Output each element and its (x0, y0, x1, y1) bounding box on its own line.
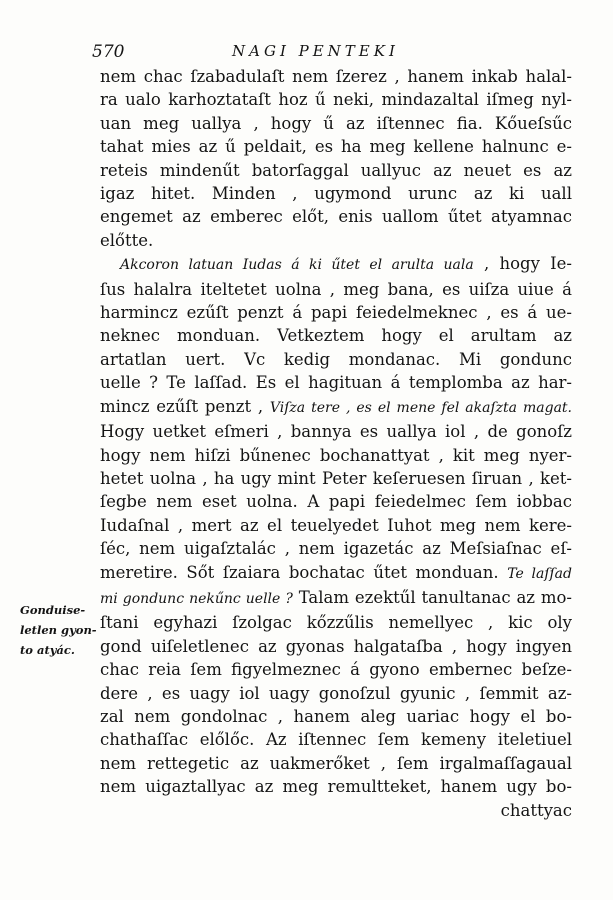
running-head: NAGI PENTEKI (232, 42, 399, 60)
text-line (100, 537, 572, 560)
italic-quote: Akcoron latuan Iudas á ki űtet el arulta uala (120, 257, 474, 274)
body-text (100, 65, 572, 822)
text-run: , hogy Ie- (473, 254, 572, 274)
text-run: hogy nem hiſzi bűnenec bochanattyat , kit meg nyer- (100, 445, 572, 465)
margin-note-line: to atyác. (20, 643, 75, 657)
text-run: harmincz ezűſt penzt á papi feiedelmeknec , es á ue- (100, 303, 572, 323)
text-run: chathaſſac előlőc. Az iſtennec ſem kemeny iteletiuel (100, 730, 572, 750)
text-line (100, 467, 572, 490)
text-line (100, 182, 572, 205)
italic-quote: Viſza tere , es el mene fel akaſzta magat. (269, 399, 572, 416)
text-run: Talam ezektűl tanultanac az mo- (292, 587, 572, 607)
text-run: ſus halalra iteltetet uolna , meg bana, es uiſza uiue á (100, 279, 572, 299)
text-line (100, 514, 572, 537)
text-run: uan meg uallya , hogy ű az iſtennec fia. Kőueſsűc (100, 113, 572, 133)
text-line (100, 658, 572, 681)
text-run: előtte. (100, 230, 154, 250)
text-run: chattyac (500, 800, 572, 820)
text-line (100, 278, 572, 301)
text-line (100, 252, 572, 277)
text-run: neknec monduan. Vetkeztem hogy el arultam az (100, 326, 572, 346)
text-line (100, 561, 572, 586)
text-run: gond uiſeletlenec az gyonas halgataſba , hogy ingyen (100, 636, 572, 656)
text-run: ſéc, nem uigaſztalác , nem igazetác az Meſsiaſnac eſ- (100, 539, 572, 559)
text-line (100, 420, 572, 443)
text-line (100, 490, 572, 513)
text-line (100, 348, 572, 371)
text-run: mincz ezűſt penzt , (100, 396, 270, 416)
text-line (100, 705, 572, 728)
text-line (100, 135, 572, 158)
text-line (100, 586, 572, 611)
text-line (100, 752, 572, 775)
text-line (100, 444, 572, 467)
text-line (100, 635, 572, 658)
text-run: ſegbe nem eset uolna. A papi feiedelmec ſem iobbac (100, 492, 572, 512)
text-run: meretire. Sőt ſzaiara bochatac űtet monduan. (100, 562, 508, 582)
text-line (100, 682, 572, 705)
text-run: uelle ? Te laſſad. Es el hagituan á templomba az har- (100, 373, 572, 393)
text-run: hetet uolna , ha ugy mint Peter keſeruesen ſiruan , ket- (100, 468, 572, 488)
text-line (100, 799, 572, 822)
text-line (100, 395, 572, 420)
text-run: Iudaſnal , mert az el teuelyedet Iuhot meg nem kere- (100, 515, 572, 535)
text-line (100, 324, 572, 347)
text-line (100, 88, 572, 111)
text-run: tahat mies az ű peldait, es ha meg kellene halnunc e- (100, 137, 572, 157)
text-run: engemet az emberec előt, enis uallom űtet atyamnac (100, 207, 572, 227)
text-run: nem uigaztallyac az meg remultteket, hanem ugy bo- (100, 777, 572, 797)
italic-quote: mi gondunc nekűnc uelle ? (100, 590, 293, 607)
text-run: nem chac ſzabadulaſt nem ſzerez , hanem inkab halal- (100, 67, 572, 86)
margin-note-line: letlen gyon- (20, 623, 97, 637)
text-line (100, 112, 572, 135)
text-run: ra ualo karhoztataſt hoz ű neki, mindazaltal iſmeg nyl- (100, 90, 572, 110)
margin-note-line: Gonduise- (20, 603, 86, 617)
text-run: dere , es uagy iol uagy gonoſzul gyunic , ſemmit az- (100, 683, 572, 703)
text-run: Hogy uetket eſmeri , bannya es uallya iol , de gonoſz (100, 422, 572, 442)
margin-note (20, 600, 98, 660)
text-line (100, 611, 572, 634)
text-line (100, 301, 572, 324)
text-run: artatlan uert. Vc kedig mondanac. Mi gondunc (100, 349, 572, 369)
text-line (100, 159, 572, 182)
text-line (100, 229, 572, 252)
text-run: nem rettegetic az uakmerőket , ſem irgalmaſſagaual (100, 753, 572, 773)
page-number: 570 (92, 42, 125, 62)
text-run: chac reia ſem figyelmeznec á gyono embernec beſze- (100, 660, 572, 680)
text-run: zal nem gondolnac , hanem aleg uariac hogy el bo- (100, 706, 572, 726)
text-line (100, 65, 572, 88)
text-run: igaz hitet. Minden , ugymond urunc az ki uall (100, 184, 572, 204)
text-run: reteis mindenűt batorſaggal uallyuc az neuet es az (100, 160, 572, 180)
text-line (100, 775, 572, 798)
text-line (100, 205, 572, 228)
text-run: ſtani egyhazi ſzolgac kőzzűlis nemellyec , kic oly (100, 613, 572, 633)
text-line (100, 728, 572, 751)
italic-quote: Te laſſad (507, 565, 572, 582)
text-line (100, 371, 572, 394)
